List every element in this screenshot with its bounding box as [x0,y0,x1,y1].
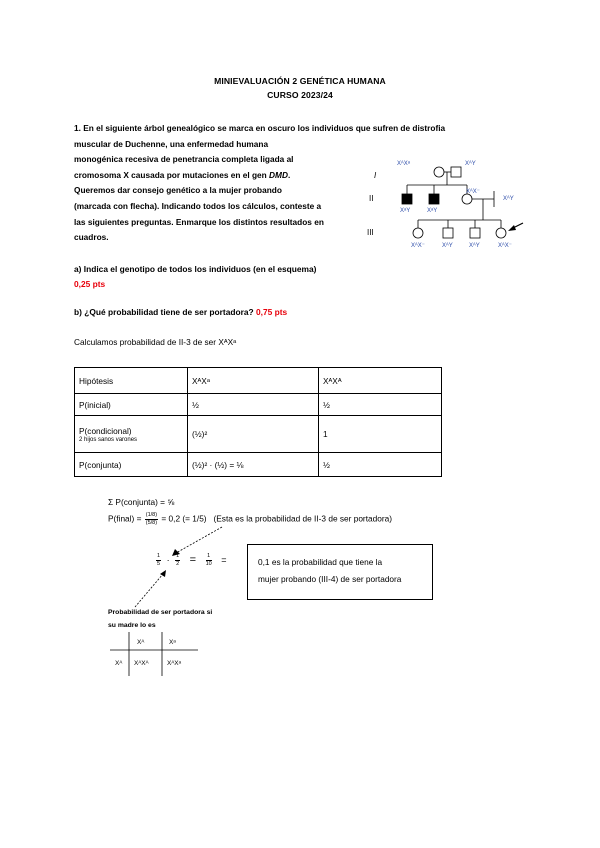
table-subtext: 2 hijos sanos varones [79,436,138,443]
punnett-col-header: Xᵃ [169,639,176,646]
genotype-ii3: XᴬX⁻ [466,189,480,195]
q1-line: En el siguiente árbol genealógico se marca en oscuro los individuos que sufren de distrofia [83,123,446,133]
question-a [74,262,316,292]
punnett-cell: XᴬXᵃ [167,660,182,667]
individual-i1 [434,167,444,177]
bayes-table [74,367,442,477]
table-cell: P(inicial) [75,394,188,416]
table-header-row [75,368,442,394]
question-b [74,307,287,317]
individual-iii2 [443,228,453,238]
table-cell: P(condicional) 2 hijos sanos varones [75,416,188,453]
gen-label-i: I [374,171,377,180]
table-header: XᴬXᴬ [319,368,442,394]
question-number: 1. [74,123,81,133]
q1-line: (marcada con flecha). Indicando todos los cálculos, conteste a [74,200,322,211]
q1-line: las siguientes preguntas. Enmarque los distintos resultados en [74,216,324,227]
table-row [75,394,442,416]
genotype-iii4: XᴬX⁻ [498,243,512,249]
p-final-note: (Esta es la probabilidad de II-3 de ser portadora) [213,513,392,524]
genotype-ii1: XᵃY [400,208,411,214]
question-b-text: b) ¿Qué probabilidad tiene de ser portadora? [74,307,254,317]
individual-iii4-probando [496,228,506,238]
punnett-cell: XᴬXᴬ [134,660,149,667]
table-row [75,453,442,477]
genotype-i2: XᴬY [465,161,476,167]
genotype-iii3: XᴬY [469,243,480,249]
gene-name: DMD [269,169,288,180]
individual-ii1-affected [402,194,412,204]
arrow-head-icon [508,225,516,231]
q1-line: cuadros. [74,232,109,243]
answer-line: 0,1 es la probabilidad que tiene la [258,557,383,567]
table-cell: (½)² [188,416,319,453]
q1-line: monogénica recesiva de penetrancia completa ligada al [74,154,294,165]
table-cell: ½ [319,394,442,416]
course-label: CURSO 2023/24 [267,90,333,100]
q1-line: cromosoma X causada por mutaciones en el gen DMD. [74,169,291,180]
p-final: P(final) = $\frac{(1/8)}{(5/8)}$ = 0,2 (= 1/5) (Esta es la probabilidad de II-3 de ser portadora) [108,512,392,526]
table-cell: P(conjunta) [75,453,188,477]
table-cell: 1 [319,416,442,453]
genotype-iii2: XᴬY [442,243,453,249]
q1-line: muscular de Duchenne, una enfermedad humana [74,138,269,149]
individual-ii3 [462,194,472,204]
question-b-points: 0,75 pts [255,307,288,317]
punnett-square [108,630,200,678]
gen-label-ii: II [369,194,374,203]
genotype-iii1: XᴬX⁻ [411,243,425,249]
table-cell: (½)² · (½) = ⅛ [188,453,319,477]
carrier-arrow [130,566,180,610]
table-cell: ½ [319,453,442,477]
individual-iii3 [470,228,480,238]
q1-line: Queremos dar consejo genético a la mujer probando [74,185,282,196]
pedigree-chart [366,150,550,254]
carrier-note: Probabilidad de ser portadora si su madre lo es [108,609,213,629]
p-final-fraction: $\frac{(1/8)}{(5/8)}$ [145,512,158,526]
gen-label-iii: III [367,228,374,237]
table-cell: ½ [188,394,319,416]
genotype-ii2: XᵃY [427,208,438,214]
question-a-text: a) Indica el genotipo de todos los individuos (en el esquema) [74,264,317,274]
sum-joint: Σ P(conjunta) = ⅝ [108,497,175,507]
genotype-i1: XᴬXᵃ [397,161,410,167]
answer-line: mujer probando (III-4) de ser portadora [258,574,402,584]
genotype-ii4: XᴬY [503,196,514,202]
punnett-row-header: Xᴬ [115,660,123,667]
individual-ii2-affected [429,194,439,204]
table-row [75,416,442,453]
page-title: MINIEVALUACIÓN 2 GENÉTICA HUMANA [214,76,386,86]
probability-equation: $\frac{1}{5}$ · $\frac{1}{2}$ = $\frac{1}{10}$ = [157,553,227,567]
answer-box [247,544,433,600]
punnett-col-header: Xᴬ [137,639,145,646]
individual-i2 [451,167,461,177]
table-header: XᴬXᵃ [188,368,319,394]
individual-iii1 [413,228,423,238]
calc-intro: Calculamos probabilidad de II-3 de ser XᴬXᵃ [74,337,237,347]
table-header: Hipótesis [75,368,188,394]
question-a-points: 0,25 pts [74,279,106,289]
